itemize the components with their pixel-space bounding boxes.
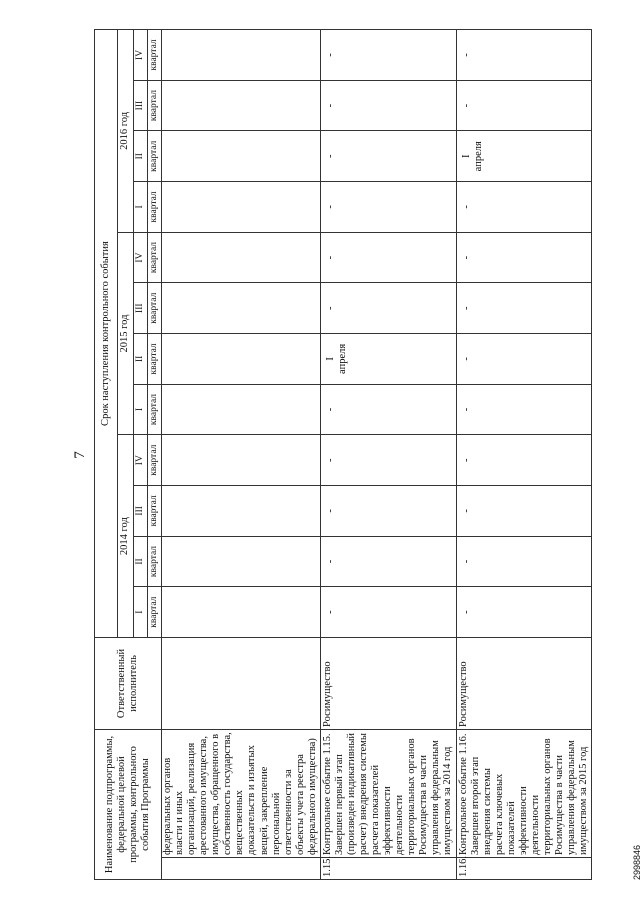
- table-body: [162, 30, 592, 880]
- quarter-cell: [162, 283, 321, 334]
- quarter-numeral: III: [134, 486, 148, 537]
- quarter-numeral: II: [134, 536, 148, 587]
- quarter-cell: -: [456, 384, 592, 435]
- document-code: 2998846: [632, 844, 642, 880]
- quarter-cell: -: [456, 486, 592, 537]
- page-number: 7: [72, 451, 88, 459]
- quarter-word: квартал: [148, 587, 162, 638]
- quarter-cell: -: [320, 587, 456, 638]
- responsible-executor: Росимущество: [456, 637, 592, 729]
- quarter-cell: -: [456, 182, 592, 233]
- responsible-executor: Росимущество: [320, 637, 456, 729]
- quarter-numeral: III: [134, 283, 148, 334]
- quarter-cell: [162, 232, 321, 283]
- quarter-word: квартал: [148, 283, 162, 334]
- row-number: 1.16.: [456, 858, 592, 880]
- header-deadline: Срок наступления контрольного события: [95, 30, 118, 638]
- table-row: [162, 30, 321, 880]
- quarter-cell: -: [456, 232, 592, 283]
- control-events-table: [94, 29, 592, 880]
- header-year-2015: 2015 год: [118, 232, 134, 435]
- quarter-cell: [162, 182, 321, 233]
- quarter-cell: -: [456, 435, 592, 486]
- quarter-numeral: I: [134, 384, 148, 435]
- quarter-word: квартал: [148, 131, 162, 182]
- quarter-word: квартал: [148, 334, 162, 385]
- event-name: федеральных органов власти и иных организаций, реализация арестованного имущества, имущества, обращенного в собственность государства, вещественных доказательств и изъятых вещей, закрепление персональной ответственности за объекты учета реестра федерального имущества): [162, 729, 321, 857]
- quarter-cell: -: [320, 131, 456, 182]
- table-row: [456, 30, 592, 880]
- header-year-2016: 2016 год: [118, 30, 134, 233]
- table-row: [320, 30, 456, 880]
- quarter-numeral: IV: [134, 30, 148, 81]
- quarter-cell: -: [320, 283, 456, 334]
- quarter-numeral: II: [134, 131, 148, 182]
- quarter-cell: -: [320, 182, 456, 233]
- quarter-cell: [162, 587, 321, 638]
- quarter-cell: -: [456, 30, 592, 81]
- quarter-cell: [162, 80, 321, 131]
- header-name-column: Наименование подпрограммы, федеральной целевой программы, контрольного события Программы: [95, 729, 162, 879]
- quarter-cell: -: [456, 80, 592, 131]
- quarter-cell: -: [456, 334, 592, 385]
- quarter-cell: I апреля: [456, 131, 592, 182]
- quarter-cell: [162, 131, 321, 182]
- quarter-cell: -: [320, 232, 456, 283]
- table-header: [95, 30, 162, 880]
- quarter-cell: [162, 486, 321, 537]
- quarter-word: квартал: [148, 30, 162, 81]
- row-number: [162, 858, 321, 880]
- quarter-numeral: IV: [134, 435, 148, 486]
- quarter-word: квартал: [148, 182, 162, 233]
- quarter-cell: -: [456, 587, 592, 638]
- quarter-cell: -: [456, 283, 592, 334]
- quarter-numeral: IV: [134, 232, 148, 283]
- quarter-cell: -: [320, 435, 456, 486]
- quarter-word: квартал: [148, 384, 162, 435]
- quarter-cell: -: [320, 536, 456, 587]
- responsible-executor: [162, 637, 321, 729]
- quarter-cell: [162, 536, 321, 587]
- quarter-cell: -: [456, 536, 592, 587]
- quarter-cell: -: [320, 384, 456, 435]
- quarter-cell: [162, 334, 321, 385]
- quarter-cell: [162, 30, 321, 81]
- quarter-word: квартал: [148, 536, 162, 587]
- quarter-numeral: I: [134, 587, 148, 638]
- quarter-cell: [162, 384, 321, 435]
- quarter-cell: -: [320, 30, 456, 81]
- quarter-numeral: II: [134, 334, 148, 385]
- quarter-word: квартал: [148, 486, 162, 537]
- quarter-cell: [162, 435, 321, 486]
- quarter-word: квартал: [148, 435, 162, 486]
- header-responsible-column: Ответственный исполнитель: [95, 637, 162, 729]
- quarter-numeral: III: [134, 80, 148, 131]
- document-page: [60, 30, 642, 880]
- quarter-word: квартал: [148, 80, 162, 131]
- header-year-2014: 2014 год: [118, 435, 134, 638]
- event-name: Контрольное событие 1.16. Завершен второй этап внедрения системы расчета ключевых показателей эффективности деятельности территориальных органов Росимущества в части управления федеральным имуществом за 2015 год: [456, 729, 592, 857]
- quarter-numeral: I: [134, 182, 148, 233]
- quarter-word: квартал: [148, 232, 162, 283]
- quarter-cell: I апреля: [320, 334, 456, 385]
- quarter-cell: -: [320, 486, 456, 537]
- row-number: 1.15.: [320, 858, 456, 880]
- event-name: Контрольное событие 1.15. Завершен первый этап (произведен индикативный расчет) внедрения системы расчета показателей эффективности деятельности территориальных органов Росимущества в части управления федеральным имуществом за 2014 год: [320, 729, 456, 857]
- quarter-cell: -: [320, 80, 456, 131]
